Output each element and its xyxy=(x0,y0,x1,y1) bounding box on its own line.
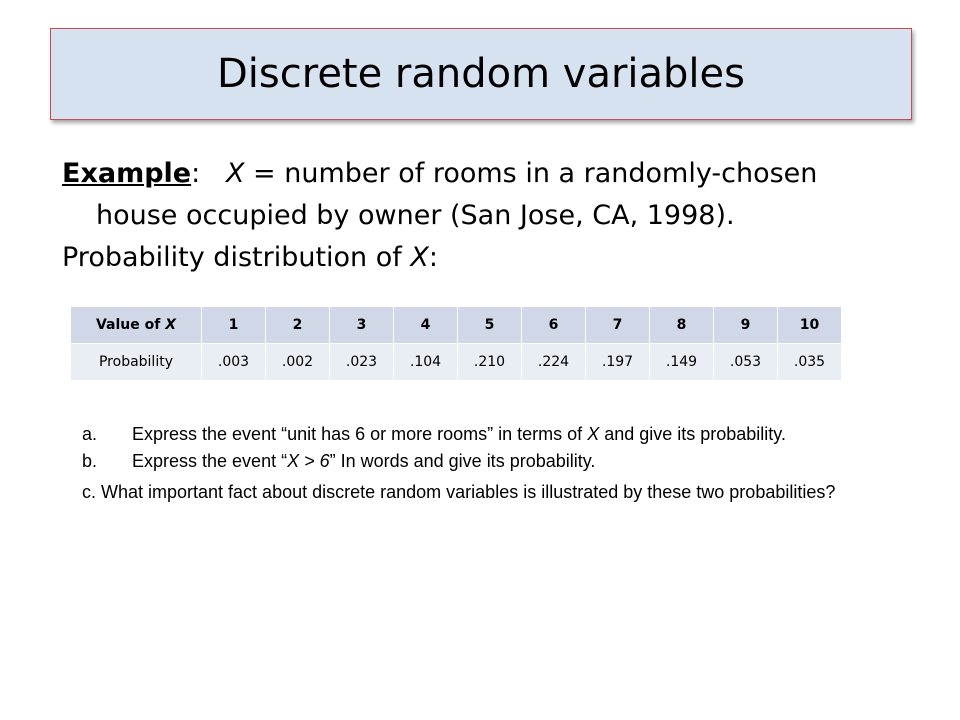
distribution-line xyxy=(62,237,892,279)
table-cell-probability: .224 xyxy=(522,344,586,381)
question-b-expr: X > 6 xyxy=(287,451,330,471)
question-a-text xyxy=(132,422,862,447)
question-a-pre: Express the event “unit has 6 or more rooms” in terms of xyxy=(132,424,588,444)
question-b xyxy=(82,449,862,474)
table-cell-value: 7 xyxy=(586,307,650,344)
table-cell-probability: .035 xyxy=(778,344,842,381)
distribution-prefix: Probability distribution of xyxy=(62,242,411,273)
table-cell-probability: .197 xyxy=(586,344,650,381)
question-b-label: b. xyxy=(82,451,98,471)
table-cell-probability: .104 xyxy=(394,344,458,381)
table-cell-probability: .023 xyxy=(330,344,394,381)
table-cell-value: 5 xyxy=(458,307,522,344)
probability-table xyxy=(70,307,842,381)
distribution-variable: X xyxy=(410,242,429,273)
table-cell-value: 9 xyxy=(714,307,778,344)
question-a-post: and give its probability. xyxy=(599,424,786,444)
example-text: = number of rooms in a randomly-chosen house occupied by owner (San Jose, CA, 1998). xyxy=(96,158,818,231)
question-b-pre: Express the event “ xyxy=(132,451,288,471)
slide-title-box xyxy=(50,28,912,120)
row-header-probability: Probability xyxy=(71,344,202,381)
row-header-value-text: Value of xyxy=(95,317,166,333)
table-cell-value: 8 xyxy=(650,307,714,344)
table-cell-probability: .210 xyxy=(458,344,522,381)
example-label: Example xyxy=(62,158,192,189)
table-cell-probability: .002 xyxy=(266,344,330,381)
example-variable: X xyxy=(225,158,245,189)
table-cell-probability: .003 xyxy=(202,344,266,381)
question-b-text xyxy=(132,449,862,474)
slide-body xyxy=(62,153,892,279)
table-row-probabilities xyxy=(71,344,842,381)
table-cell-value: 1 xyxy=(202,307,266,344)
table-cell-value: 6 xyxy=(522,307,586,344)
question-a xyxy=(82,422,862,447)
question-a-var: X xyxy=(587,424,600,444)
row-header-value xyxy=(71,307,202,344)
table-cell-probability: .149 xyxy=(650,344,714,381)
example-paragraph xyxy=(62,153,892,237)
question-a-label: a. xyxy=(82,424,98,444)
question-b-post: ” In words and give its probability. xyxy=(329,451,596,471)
table-cell-value: 10 xyxy=(778,307,842,344)
slide-title: Discrete random variables xyxy=(217,51,745,97)
row-header-value-var: X xyxy=(165,317,177,333)
table-cell-value: 2 xyxy=(266,307,330,344)
questions-list xyxy=(82,422,862,505)
table-cell-value: 4 xyxy=(394,307,458,344)
table-cell-probability: .053 xyxy=(714,344,778,381)
table-cell-value: 3 xyxy=(330,307,394,344)
question-c: c. What important fact about discrete random variables is illustrated by these two probabilities? xyxy=(82,482,836,502)
distribution-suffix: : xyxy=(428,242,438,273)
example-colon: : xyxy=(191,158,201,189)
table-row-values xyxy=(71,307,842,344)
